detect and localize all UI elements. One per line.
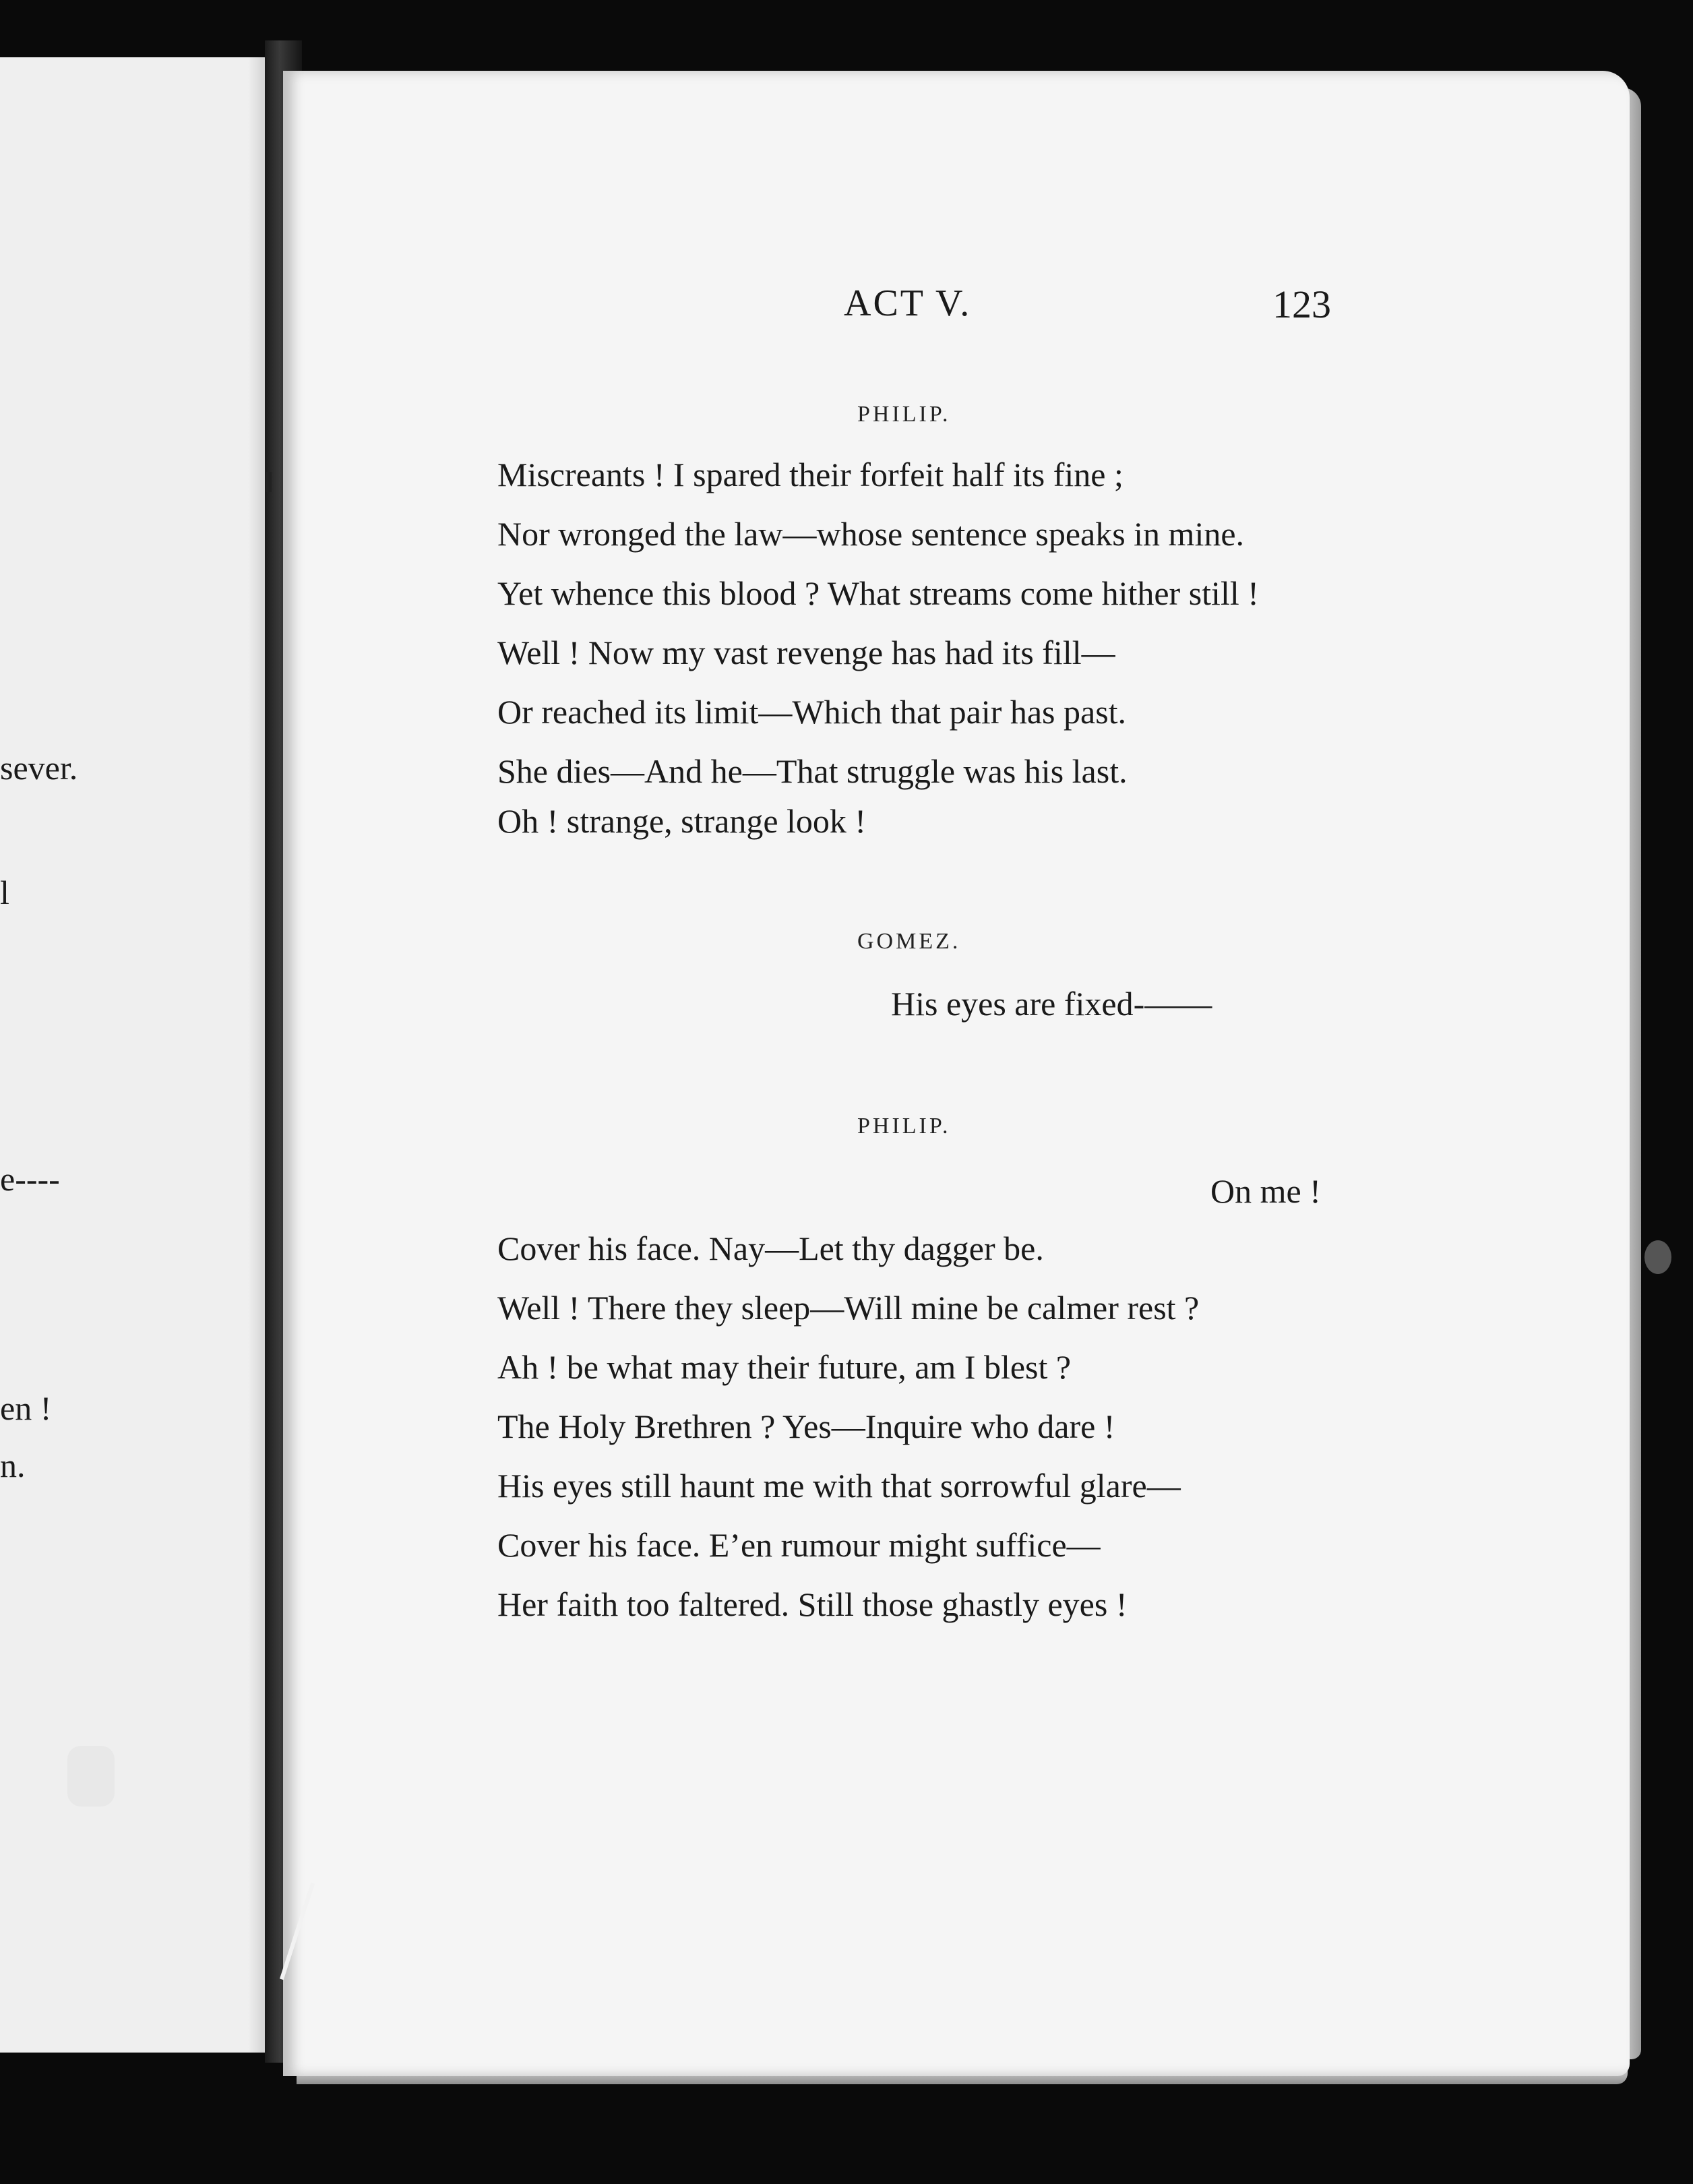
- left-page-fragment: sever.: [0, 749, 78, 787]
- left-page-fragment: en !: [0, 1389, 52, 1427]
- scan-speck: [67, 1746, 115, 1807]
- current-page: [283, 71, 1630, 2076]
- verse-line: Miscreants ! I spared their forfeit half its fine ;: [497, 456, 1123, 493]
- verse-block: [497, 1219, 1199, 1634]
- scan-speck: [1644, 1240, 1671, 1274]
- running-head: ACT V.: [844, 282, 972, 324]
- verse-line: Well ! Now my vast revenge has had its fill—: [497, 634, 1115, 671]
- left-page-fragment: n.: [0, 1447, 26, 1484]
- verse-line: Yet whence this blood ? What streams come hither still !: [497, 574, 1259, 612]
- verse-line: His eyes still haunt me with that sorrowful glare—: [497, 1467, 1181, 1505]
- verse-line: The Holy Brethren ? Yes—Inquire who dare !: [497, 1407, 1115, 1445]
- verse-line: Her faith too faltered. Still those ghastly eyes !: [497, 1585, 1128, 1623]
- verse-line: Oh ! strange, strange look !: [497, 802, 867, 840]
- verse-line: Cover his face. Nay—Let thy dagger be.: [497, 1230, 1044, 1267]
- left-page-fragment: e----: [0, 1160, 60, 1198]
- speaker-name: PHILIP.: [857, 1114, 951, 1139]
- previous-page: [0, 57, 275, 2053]
- verse-line: She dies—And he—That struggle was his last.: [497, 752, 1128, 790]
- verse-line: Cover his face. E’en rumour might suffice—: [497, 1526, 1101, 1564]
- verse-line: Ah ! be what may their future, am I blest ?: [497, 1348, 1072, 1386]
- verse-line: Or reached its limit—Which that pair has past.: [497, 693, 1127, 731]
- verse-line: Nor wronged the law—whose sentence speaks in mine.: [497, 515, 1245, 553]
- verse-line: On me !: [1210, 1172, 1321, 1210]
- speaker-name: PHILIP.: [857, 402, 951, 427]
- verse-line: His eyes are fixed-——: [891, 985, 1212, 1023]
- left-page-fragment: l: [0, 874, 9, 911]
- verse-block: [497, 445, 1259, 851]
- page-number: 123: [1272, 282, 1331, 326]
- verse-line: Well ! There they sleep—Will mine be calmer rest ?: [497, 1289, 1200, 1327]
- speaker-name: GOMEZ.: [857, 929, 961, 954]
- binding-mark: [266, 472, 272, 492]
